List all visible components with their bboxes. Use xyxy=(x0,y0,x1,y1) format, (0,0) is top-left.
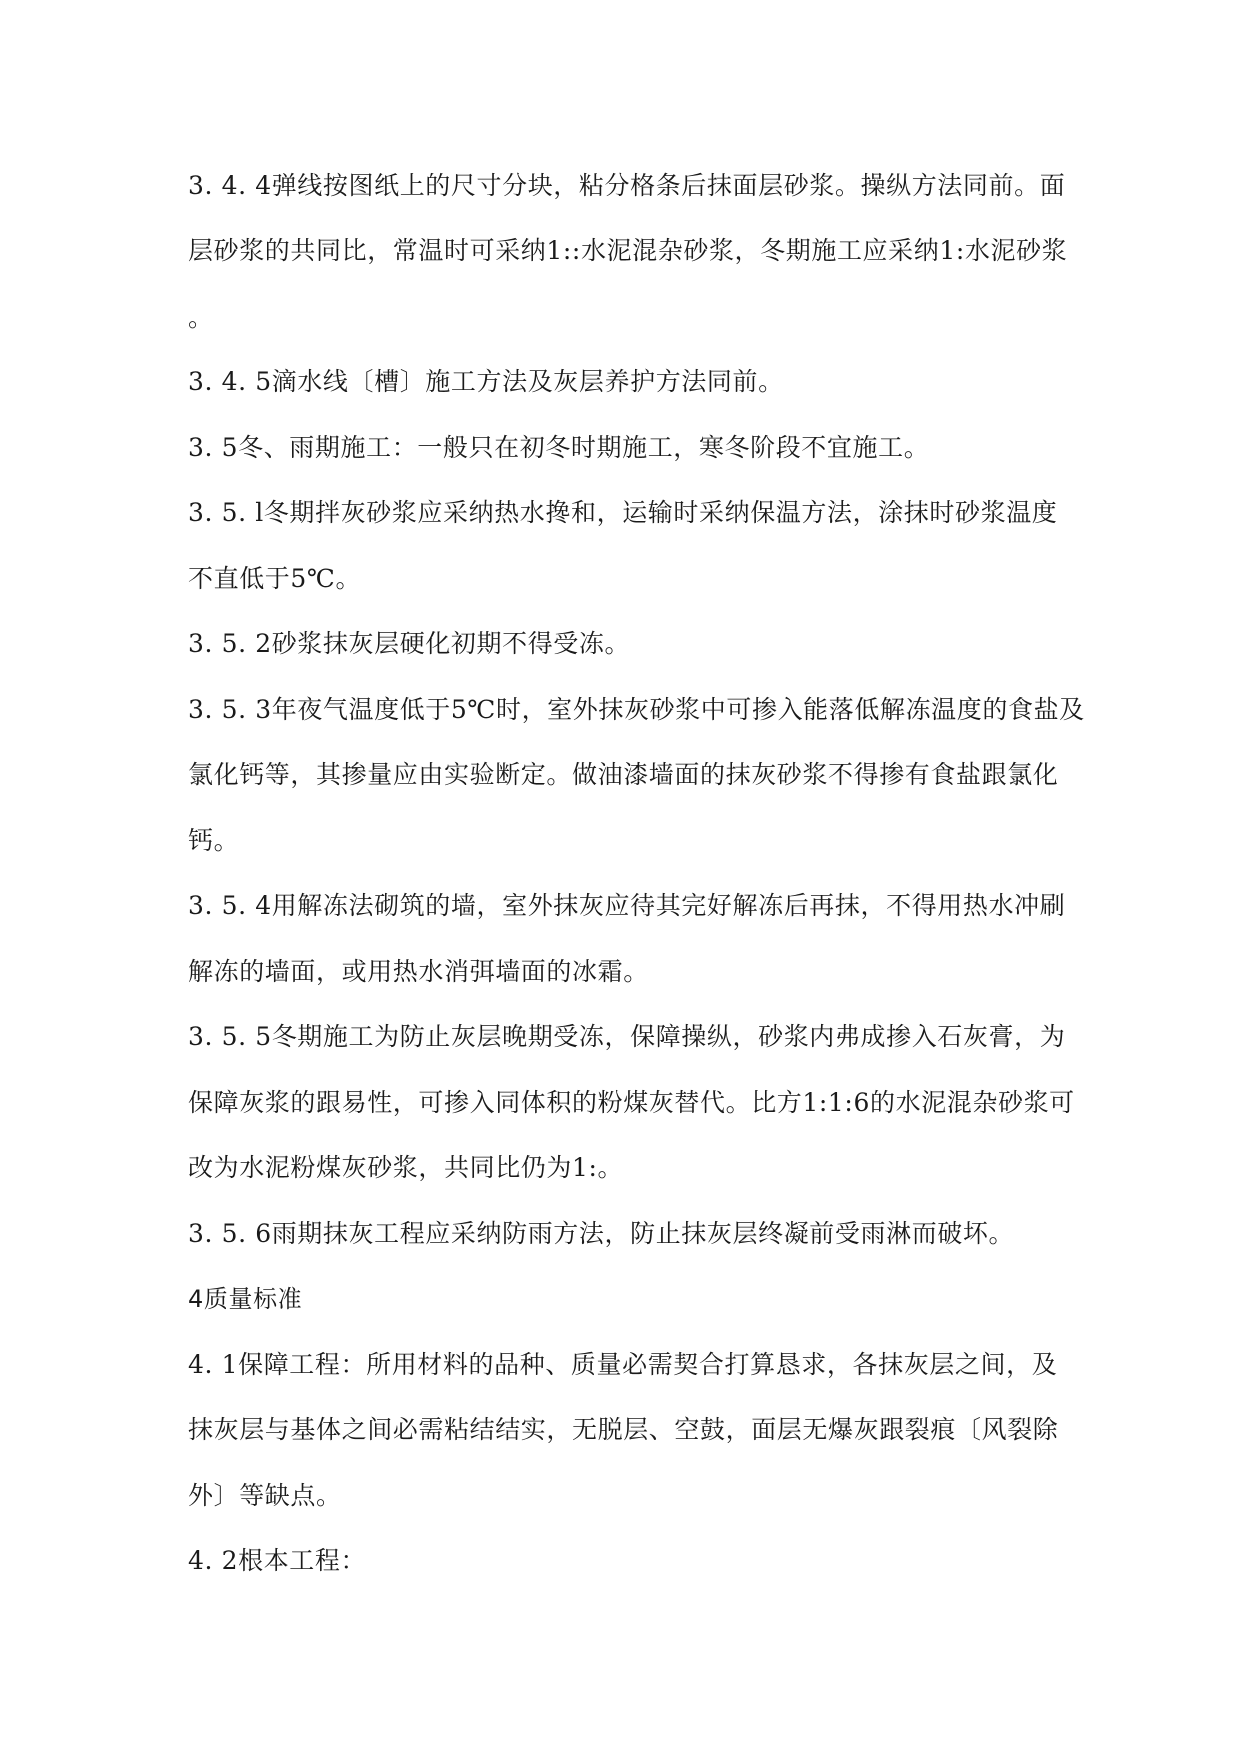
paragraph-line: 3. 5. 3年夜气温度低于5℃时，室外抹灰砂浆中可掺入能落低解冻温度的食盐及 xyxy=(188,695,1085,724)
paragraph-line: 层砂浆的共同比，常温时可采纳1::水泥混杂砂浆，冬期施工应采纳1:水泥砂浆 xyxy=(188,236,1068,265)
paragraph-line: 3. 5. 2砂浆抹灰层硬化初期不得受冻。 xyxy=(188,629,631,658)
paragraph-line: 3. 5. 5冬期施工为防止灰层晚期受冻，保障操纵，砂浆内弗成掺入石灰膏，为 xyxy=(188,1022,1066,1051)
paragraph-line: 3. 5冬、雨期施工：一般只在初冬时期施工，寒冬阶段不宜施工。 xyxy=(188,433,930,462)
paragraph-line: 保障灰浆的跟易性，可掺入同体积的粉煤灰替代。比方1:1:6的水泥混杂砂浆可 xyxy=(188,1088,1075,1117)
paragraph-line: 外〕等缺点。 xyxy=(188,1481,342,1510)
paragraph-line: 4. 1保障工程：所用材料的品种、质量必需契合打算恳求，各抹灰层之间，及 xyxy=(188,1350,1058,1379)
paragraph-line: 抹灰层与基体之间必需粘结结实，无脱层、空鼓，面层无爆灰跟裂痕〔风裂除 xyxy=(188,1415,1059,1444)
paragraph-line: 。 xyxy=(188,303,214,332)
paragraph-line: 4. 2根本工程： xyxy=(188,1546,367,1575)
paragraph-line: 3. 4. 4弹线按图纸上的尺寸分块，粘分格条后抹面层砂浆。操纵方法同前。面 xyxy=(188,171,1066,200)
paragraph-line: 3. 4. 5滴水线〔槽〕施工方法及灰层养护方法同前。 xyxy=(188,367,784,396)
paragraph-line: 3. 5. l冬期拌灰砂浆应采纳热水搀和，运输时采纳保温方法，涂抹时砂浆温度 xyxy=(188,498,1058,527)
paragraph-line: 3. 5. 6雨期抹灰工程应采纳防雨方法，防止抹灰层终凝前受雨淋而破坏。 xyxy=(188,1219,1015,1248)
section-heading: 4质量标准 xyxy=(188,1285,303,1313)
paragraph-line: 氯化钙等，其掺量应由实验断定。做油漆墙面的抹灰砂浆不得掺有食盐跟氯化 xyxy=(188,760,1059,789)
paragraph-line: 钙。 xyxy=(188,826,240,855)
paragraph-line: 解冻的墙面，或用热水消弭墙面的冰霜。 xyxy=(188,957,649,986)
paragraph-line: 改为水泥粉煤灰砂浆，共同比仍为1:。 xyxy=(188,1153,624,1182)
paragraph-line: 3. 5. 4用解冻法砌筑的墙，室外抹灰应待其完好解冻后再抹，不得用热水冲刷 xyxy=(188,891,1066,920)
paragraph-line: 不直低于5℃。 xyxy=(188,564,362,593)
